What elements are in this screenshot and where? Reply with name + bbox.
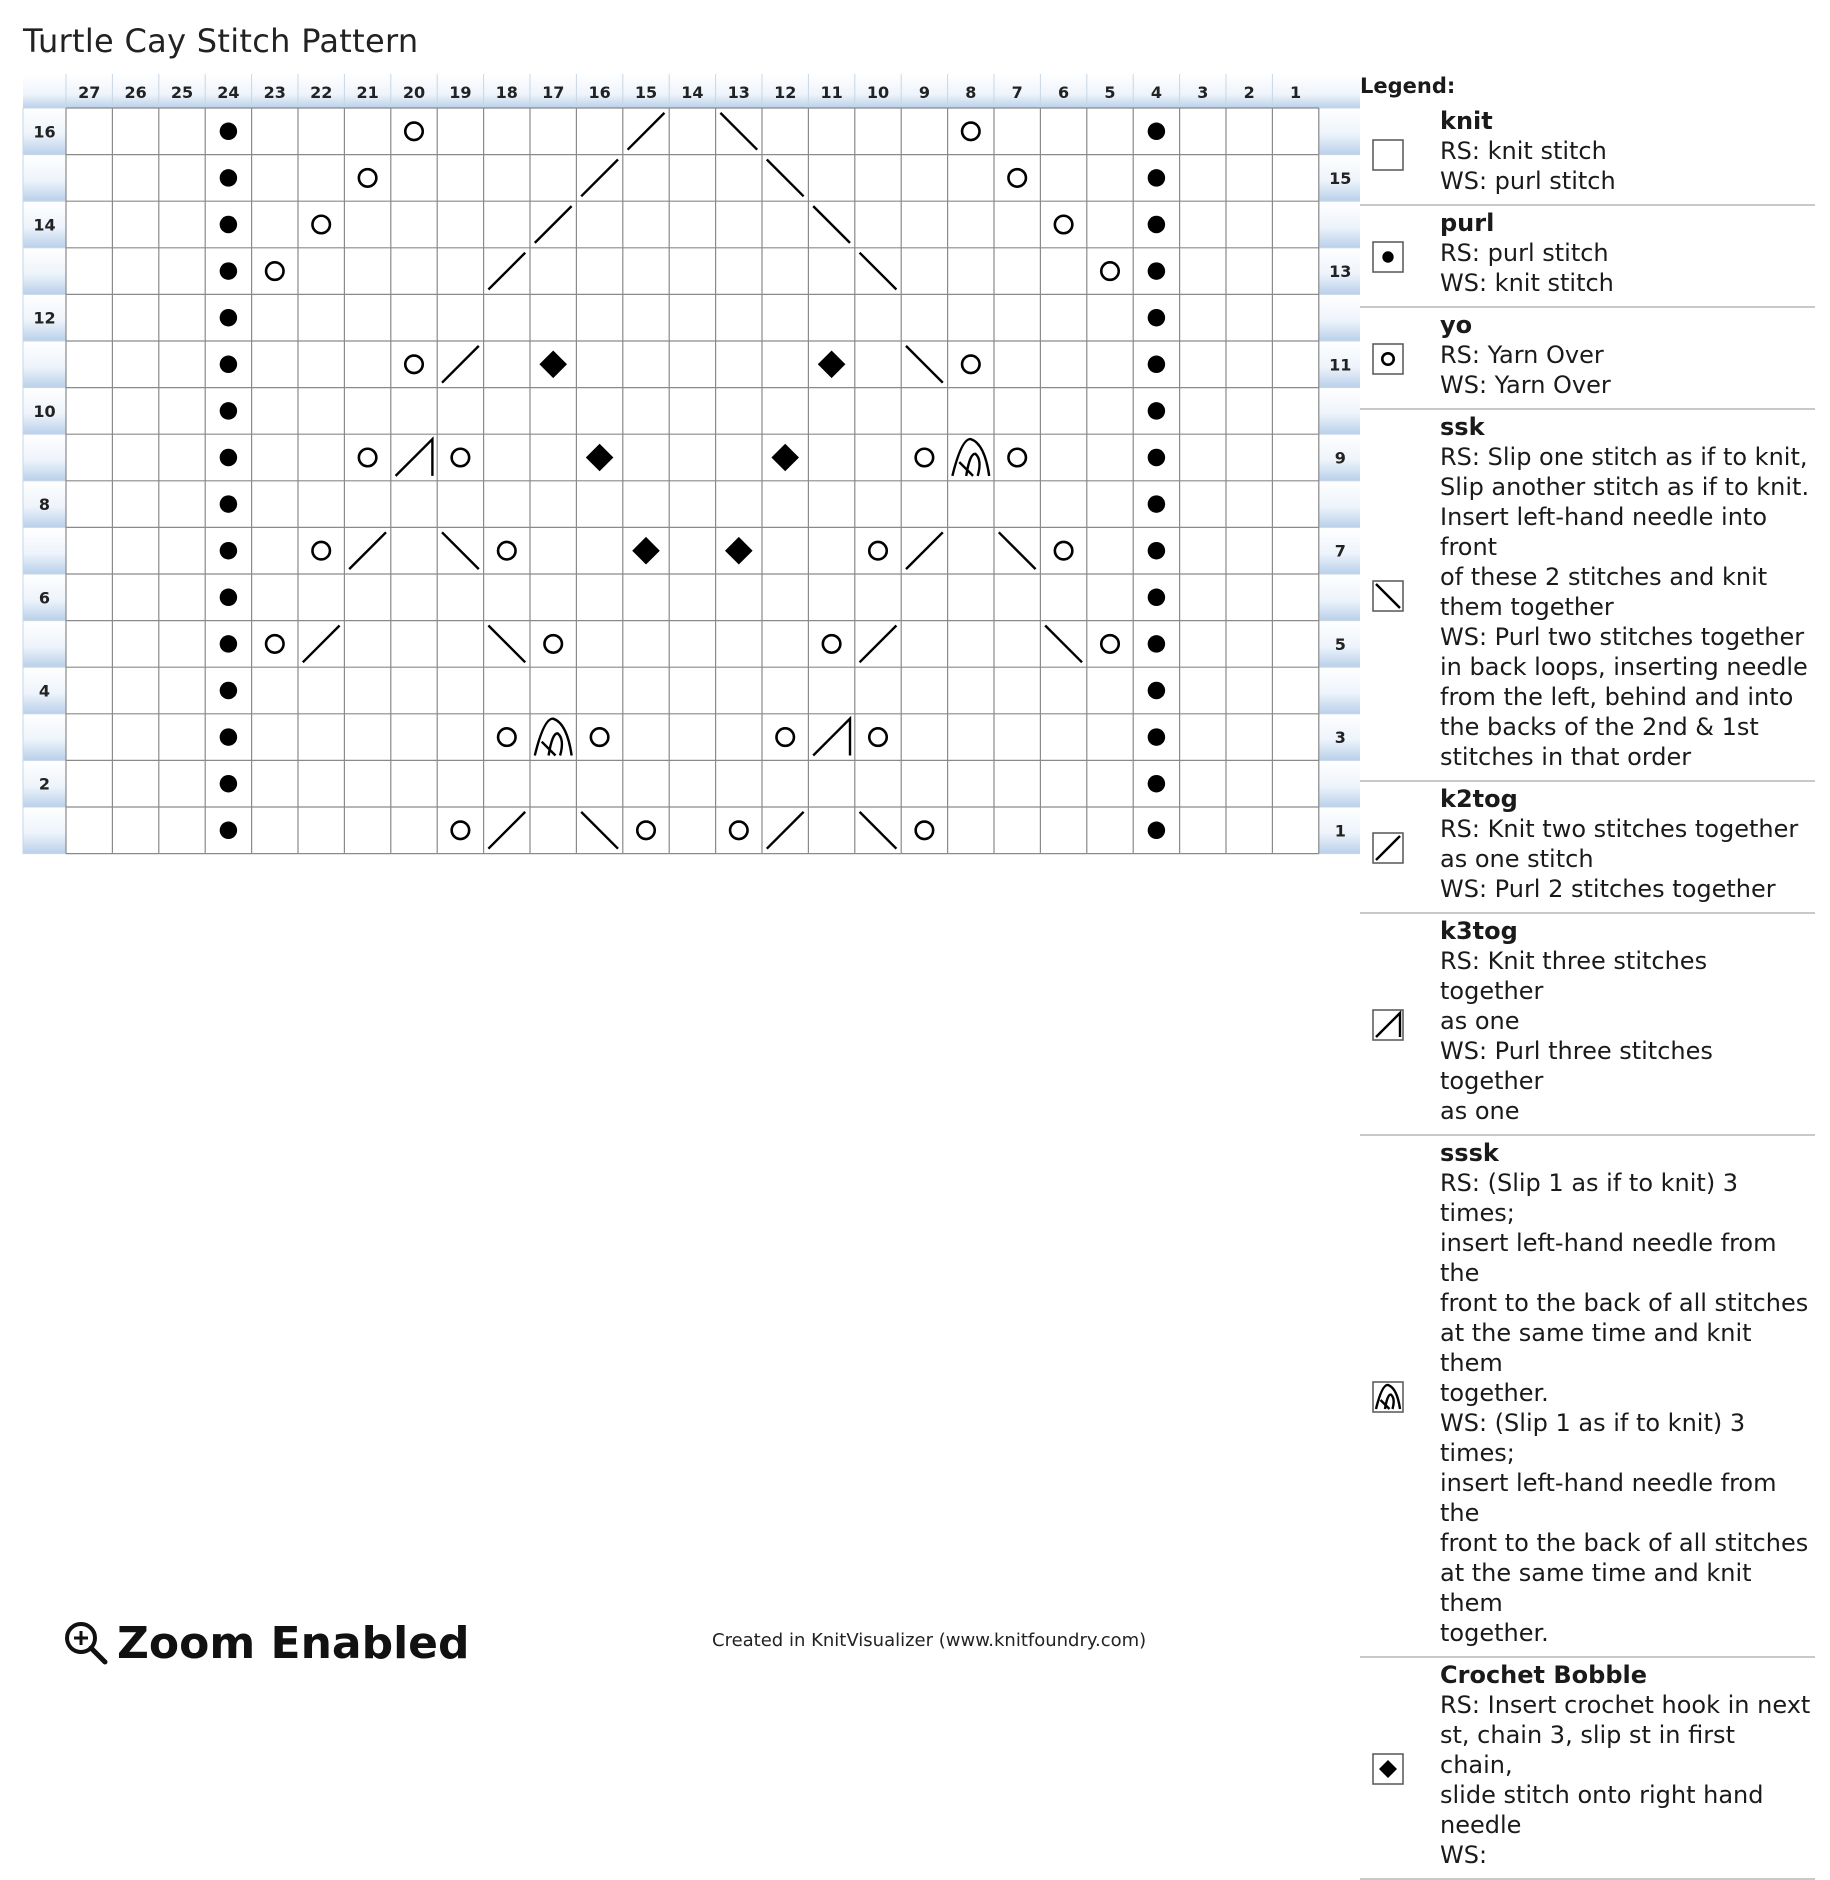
row-label-right: 7 [1334, 541, 1346, 561]
stitch-yo [916, 449, 933, 466]
legend-item-line: as one [1440, 1097, 1520, 1125]
stitch-yo [405, 356, 422, 373]
stitch-k2tog [860, 626, 897, 663]
legend-item-name: Crochet Bobble [1440, 1661, 1647, 1689]
row-label-left: 12 [33, 308, 56, 328]
column-label: 4 [1150, 83, 1162, 102]
stitch-purl [1148, 822, 1165, 839]
stitch-yo [869, 542, 886, 559]
stitch-ssk [442, 532, 479, 569]
stitch-k2tog [488, 812, 525, 849]
column-label: 21 [356, 83, 379, 102]
row-label-right: 9 [1334, 448, 1346, 468]
stitch-yo [823, 635, 840, 652]
stitch-purl [220, 402, 237, 419]
column-label: 13 [727, 83, 750, 102]
column-label: 26 [124, 83, 147, 102]
stitch-purl [1148, 309, 1165, 326]
column-label: 18 [495, 83, 518, 102]
column-label: 2 [1243, 83, 1255, 102]
row-label-right: 5 [1334, 634, 1346, 654]
stitch-yo [359, 449, 376, 466]
legend-item-line: them together [1440, 593, 1614, 621]
column-label: 8 [965, 83, 977, 102]
stitch-yo [637, 822, 654, 839]
knit-icon [1372, 139, 1404, 171]
legend-item-yo [1360, 308, 1815, 410]
legend-item-name: yo [1440, 311, 1473, 339]
stitch-yo [452, 449, 469, 466]
stitch-k2tog [581, 160, 618, 197]
column-label: 9 [918, 83, 930, 102]
stitch-purl [220, 449, 237, 466]
legend-item-line: WS: (Slip 1 as if to knit) 3 times; [1440, 1409, 1746, 1467]
row-label-left: 2 [38, 774, 51, 794]
stitch-yo [1055, 542, 1072, 559]
stitch-ssk [767, 160, 804, 197]
stitch-yo [359, 169, 376, 186]
legend-item-line: in back loops, inserting needle [1440, 653, 1808, 681]
stitch-k3tog [396, 439, 433, 476]
legend-item-line: WS: Yarn Over [1440, 371, 1611, 399]
row-label-right: 1 [1334, 821, 1346, 841]
legend-item-line: WS: knit stitch [1440, 269, 1614, 297]
stitch-purl [1148, 775, 1165, 792]
legend-item-line: st, chain 3, slip st in first chain, [1440, 1721, 1735, 1779]
column-label: 6 [1058, 83, 1070, 102]
legend-item-ssk [1360, 410, 1815, 782]
stitch-purl [1148, 542, 1165, 559]
stitch-k2tog [442, 346, 479, 383]
stitch-yo [591, 728, 608, 745]
stitch-sssk [952, 439, 989, 476]
column-label: 5 [1104, 83, 1116, 102]
stitch-sssk [535, 719, 572, 756]
page-title: Turtle Cay Stitch Pattern [23, 22, 419, 60]
stitch-k2tog [535, 206, 572, 243]
stitch-ssk [906, 346, 943, 383]
stitch-yo [1101, 262, 1118, 279]
stitch-ssk [581, 812, 618, 849]
legend-item-line: as one stitch [1440, 845, 1594, 873]
legend-title: Legend: [1360, 74, 1456, 98]
legend-item-crochet-bobble [1360, 1658, 1815, 1880]
stitch-crochet-bobble [539, 351, 567, 379]
stitch-purl [220, 495, 237, 512]
chart-grid [66, 108, 1319, 854]
sssk-icon [1372, 1381, 1404, 1413]
stitch-purl [1148, 216, 1165, 233]
stitch-yo [962, 123, 979, 140]
legend-item-line: WS: purl stitch [1440, 167, 1616, 195]
legend-item-purl [1360, 206, 1815, 308]
column-label: 17 [542, 83, 565, 102]
column-label: 16 [588, 83, 611, 102]
stitch-purl [220, 542, 237, 559]
stitch-purl [1148, 169, 1165, 186]
row-label-left: 16 [33, 122, 56, 142]
legend-item-line: together. [1440, 1379, 1549, 1407]
stitch-ssk [999, 532, 1036, 569]
legend-item-line: as one [1440, 1007, 1520, 1035]
ssk-icon [1372, 580, 1404, 612]
stitch-purl [220, 216, 237, 233]
stitch-yo [266, 635, 283, 652]
legend-item-line: slide stitch onto right hand [1440, 1781, 1764, 1809]
stitch-ssk [813, 206, 850, 243]
stitch-purl [1148, 682, 1165, 699]
legend-item-line: RS: Slip one stitch as if to knit, [1440, 443, 1808, 471]
stitch-yo [962, 356, 979, 373]
stitch-purl [1148, 728, 1165, 745]
legend-item-name: ssk [1440, 413, 1485, 441]
stitch-yo [776, 728, 793, 745]
legend-item-k3tog [1360, 914, 1815, 1136]
column-label: 15 [634, 83, 658, 102]
row-label-left: 10 [33, 401, 56, 421]
legend-item-line: WS: Purl two stitches together [1440, 623, 1805, 651]
legend-item-line: Insert left-hand needle into front [1440, 503, 1767, 561]
stitch-yo [266, 262, 283, 279]
stitch-purl [220, 635, 237, 652]
legend-item-line: RS: purl stitch [1440, 239, 1609, 267]
legend-item-line: of these 2 stitches and knit [1440, 563, 1768, 591]
row-label-right: 3 [1334, 728, 1346, 748]
stitch-purl [1148, 356, 1165, 373]
stitch-yo [312, 216, 329, 233]
k3tog-icon [1372, 1009, 1404, 1041]
stitch-yo [916, 822, 933, 839]
stitch-yo [544, 635, 561, 652]
row-label-right: 13 [1329, 262, 1352, 282]
column-label: 24 [217, 83, 240, 102]
legend-item-line: RS: Insert crochet hook in next [1440, 1691, 1811, 1719]
stitch-k2tog [303, 626, 340, 663]
stitch-yo [730, 822, 747, 839]
stitch-crochet-bobble [586, 444, 614, 472]
legend-item-line: at the same time and knit them [1440, 1319, 1752, 1377]
stitch-purl [220, 589, 237, 606]
crochet-bobble-icon [1372, 1753, 1404, 1785]
stitch-yo [405, 123, 422, 140]
column-label: 11 [820, 83, 843, 102]
stitch-crochet-bobble [818, 351, 846, 379]
legend-item-line: RS: knit stitch [1440, 137, 1607, 165]
stitch-k3tog [813, 719, 850, 756]
stitch-yo [452, 822, 469, 839]
stitch-purl [1148, 589, 1165, 606]
stitch-purl [1148, 262, 1165, 279]
column-label: 20 [402, 83, 426, 102]
legend-item-name: purl [1440, 209, 1495, 237]
stitch-crochet-bobble [632, 537, 660, 565]
stitch-yo [498, 542, 515, 559]
stitch-purl [1148, 635, 1165, 652]
credit-text: Created in KnitVisualizer (www.knitfoundry.com) [712, 1630, 1147, 1651]
stitch-yo [1055, 216, 1072, 233]
stitch-k2tog [906, 532, 943, 569]
stitch-purl [220, 775, 237, 792]
legend-item-line: insert left-hand needle from the [1440, 1469, 1777, 1527]
stitch-purl [1148, 123, 1165, 140]
stitch-yo [312, 542, 329, 559]
legend-item-line: RS: Yarn Over [1440, 341, 1604, 369]
column-label: 23 [263, 83, 286, 102]
legend-item-line: Slip another stitch as if to knit. [1440, 473, 1810, 501]
legend-item-line: WS: Purl 2 stitches together [1440, 875, 1776, 903]
column-label: 14 [681, 83, 704, 102]
stitch-yo [1008, 449, 1025, 466]
zoom-control[interactable] [63, 1618, 470, 1668]
legend-item-line: front to the back of all stitches [1440, 1529, 1809, 1557]
legend-item-line: front to the back of all stitches [1440, 1289, 1809, 1317]
purl-icon [1372, 241, 1404, 273]
row-label-left: 4 [38, 681, 51, 701]
column-label: 3 [1197, 83, 1209, 102]
stitch-k2tog [767, 812, 804, 849]
legend-item-sssk [1360, 1136, 1815, 1658]
row-label-left: 6 [38, 588, 51, 608]
column-label: 10 [866, 83, 890, 102]
stitch-purl [220, 822, 237, 839]
stitch-purl [220, 262, 237, 279]
row-label-left: 14 [33, 215, 56, 235]
legend-item-line: insert left-hand needle from the [1440, 1229, 1777, 1287]
legend-item-line: the backs of the 2nd & 1st [1440, 713, 1759, 741]
stitch-purl [220, 169, 237, 186]
stitch-ssk [860, 253, 897, 290]
stitch-purl [220, 123, 237, 140]
legend-item-line: WS: [1440, 1841, 1488, 1869]
column-label: 25 [170, 83, 194, 102]
legend-items [1360, 104, 1815, 1880]
legend-item-line: RS: Knit three stitches together [1440, 947, 1708, 1005]
stitch-crochet-bobble [725, 537, 753, 565]
stitch-yo [1101, 635, 1118, 652]
column-label: 12 [774, 83, 797, 102]
column-label: 19 [449, 83, 472, 102]
zoom-label: Zoom Enabled [117, 1617, 470, 1669]
column-label: 7 [1011, 83, 1023, 102]
legend-item-line: at the same time and knit them [1440, 1559, 1752, 1617]
yo-icon [1372, 343, 1404, 375]
stitch-purl [220, 728, 237, 745]
legend-item-k2tog [1360, 782, 1815, 914]
row-label-left: 8 [38, 495, 51, 515]
legend [1360, 74, 1815, 1880]
stitch-ssk [1045, 626, 1082, 663]
stitch-yo [1008, 169, 1025, 186]
stitch-yo [498, 728, 515, 745]
column-label: 27 [78, 83, 101, 102]
stitch-chart [0, 0, 1360, 860]
row-label-right: 11 [1329, 355, 1352, 375]
legend-item-name: sssk [1440, 1139, 1499, 1167]
legend-item-line: needle [1440, 1811, 1522, 1839]
legend-item-line: WS: Purl three stitches together [1440, 1037, 1713, 1095]
legend-item-knit [1360, 104, 1815, 206]
stitch-purl [220, 309, 237, 326]
legend-item-name: k2tog [1440, 785, 1518, 813]
row-label-right: 15 [1329, 168, 1352, 188]
stitch-k2tog [349, 532, 386, 569]
stitch-purl [220, 682, 237, 699]
legend-item-line: from the left, behind and into [1440, 683, 1794, 711]
stitch-purl [1148, 495, 1165, 512]
legend-item-line: stitches in that order [1440, 743, 1692, 771]
column-label: 1 [1290, 83, 1302, 102]
legend-item-name: k3tog [1440, 917, 1518, 945]
legend-item-name: knit [1440, 107, 1493, 135]
stitch-ssk [720, 113, 757, 150]
zoom-in-icon [63, 1620, 109, 1666]
stitch-crochet-bobble [771, 444, 799, 472]
stitch-purl [220, 356, 237, 373]
column-label: 22 [310, 83, 333, 102]
stitch-purl [1148, 402, 1165, 419]
stitch-k2tog [488, 253, 525, 290]
stitch-yo [869, 728, 886, 745]
stitch-k2tog [628, 113, 665, 150]
legend-item-line: RS: Knit two stitches together [1440, 815, 1799, 843]
legend-item-line: RS: (Slip 1 as if to knit) 3 times; [1440, 1169, 1739, 1227]
stitch-ssk [860, 812, 897, 849]
stitch-ssk [488, 626, 525, 663]
stitch-purl [1148, 449, 1165, 466]
k2tog-icon [1372, 832, 1404, 864]
legend-item-line: together. [1440, 1619, 1549, 1647]
